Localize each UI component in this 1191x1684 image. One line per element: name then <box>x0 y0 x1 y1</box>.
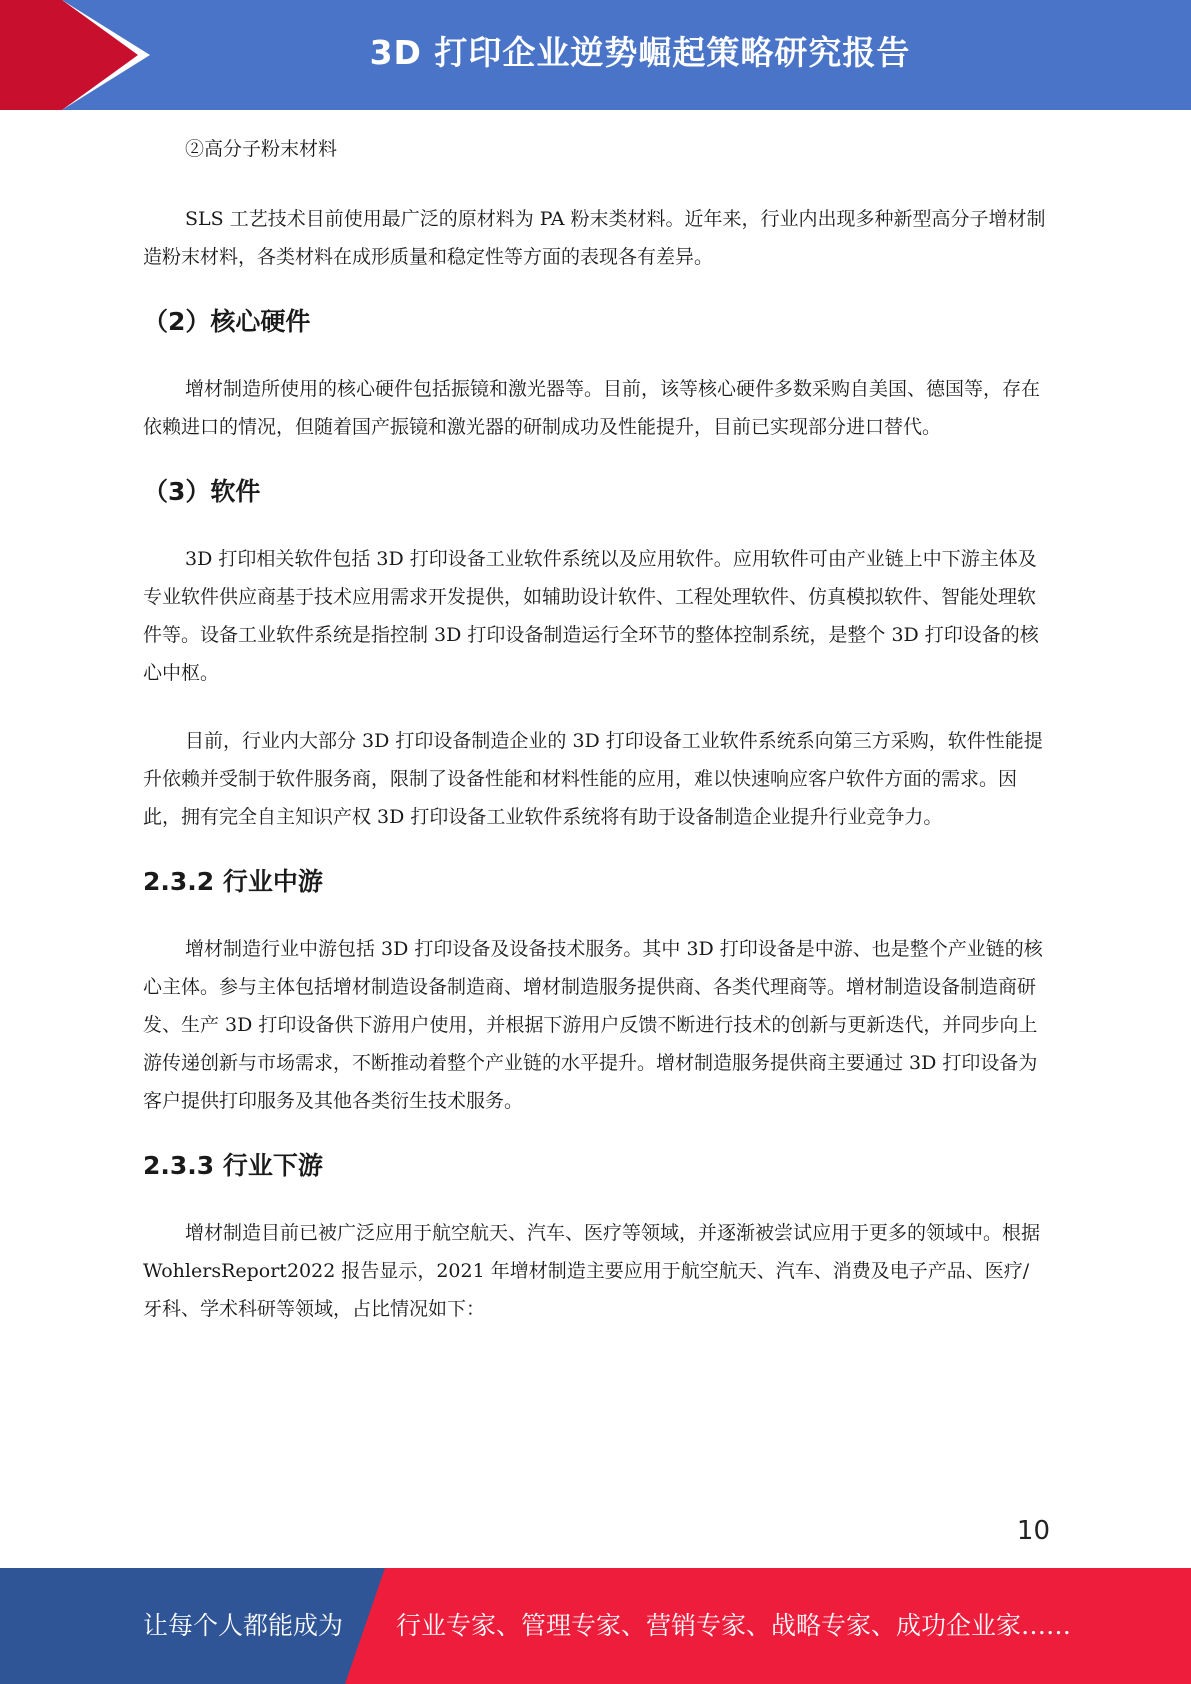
report-title: 3D 打印企业逆势崛起策略研究报告 <box>369 33 911 72</box>
paragraph-sls: SLS 工艺技术目前使用最广泛的原材料为 PA 粉末类材料。近年来，行业内出现多种新型高分子增材制造粉末材料，各类材料在成形质量和稳定性等方面的表现各有差异。 <box>143 208 1046 268</box>
heading-downstream: 2.3.3 行业下游 <box>143 1151 323 1180</box>
document-body <box>143 130 1047 1328</box>
paragraph-downstream: 增材制造目前已被广泛应用于航空航天、汽车、医疗等领域，并逐渐被尝试应用于更多的领域中。根据 WohlersReport2022 报告显示，2021 年增材制造主要应用于航空航天、汽车、消费及电子产品、医疗/牙科、学术科研等领域，占比情况如下： <box>143 1222 1041 1320</box>
header-arrow-decoration <box>0 0 160 110</box>
heading-midstream: 2.3.2 行业中游 <box>143 867 323 896</box>
heading-software: （3）软件 <box>143 477 261 506</box>
red-chevron-shape <box>0 0 138 110</box>
page-header <box>0 0 1191 110</box>
footer-slogan-right: 行业专家、管理专家、营销专家、战略专家、成功企业家…… <box>396 1611 1072 1640</box>
paragraph-software-2: 目前，行业内大部分 3D 打印设备制造企业的 3D 打印设备工业软件系统系向第三方采购，软件性能提升依赖并受制于软件服务商，限制了设备性能和材料性能的应用，难以快速响应客户软件方面的需求。因此，拥有完全自主知识产权 3D 打印设备工业软件系统将有助于设备制造企业提升行业竞争力。 <box>143 730 1043 828</box>
heading-core-hardware: （2）核心硬件 <box>143 307 311 336</box>
paragraph-core-hardware: 增材制造所使用的核心硬件包括振镜和激光器等。目前，该等核心硬件多数采购自美国、德国等，存在依赖进口的情况，但随着国产振镜和激光器的研制成功及性能提升，目前已实现部分进口替代。 <box>143 378 1041 438</box>
footer-slogan-left: 让每个人都能成为 <box>143 1611 344 1640</box>
page-footer <box>0 1568 1191 1684</box>
paragraph-midstream: 增材制造行业中游包括 3D 打印设备及设备技术服务。其中 3D 打印设备是中游、也是整个产业链的核心主体。参与主体包括增材制造设备制造商、增材制造服务提供商、各类代理商等。增材制造设备制造商研发、生产 3D 打印设备供下游用户使用，并根据下游用户反馈不断进行技术的创新与更新迭代，并同步向上游传递创新与市场需求，不断推动着整个产业链的水平提升。增材制造服务提供商主要通过 3D 打印设备为客户提供打印服务及其他各类衍生技术服务。 <box>143 938 1043 1112</box>
page-number: 10 <box>1016 1516 1050 1546</box>
subsection-polymer-powder: ②高分子粉末材料 <box>185 138 338 160</box>
paragraph-software-1: 3D 打印相关软件包括 3D 打印设备工业软件系统以及应用软件。应用软件可由产业链上中下游主体及专业软件供应商基于技术应用需求开发提供，如辅助设计软件、工程处理软件、仿真模拟软件、智能处理软件等。设备工业软件系统是指控制 3D 打印设备制造运行全环节的整体控制系统，是整个 3D 打印设备的核心中枢。 <box>143 548 1039 684</box>
